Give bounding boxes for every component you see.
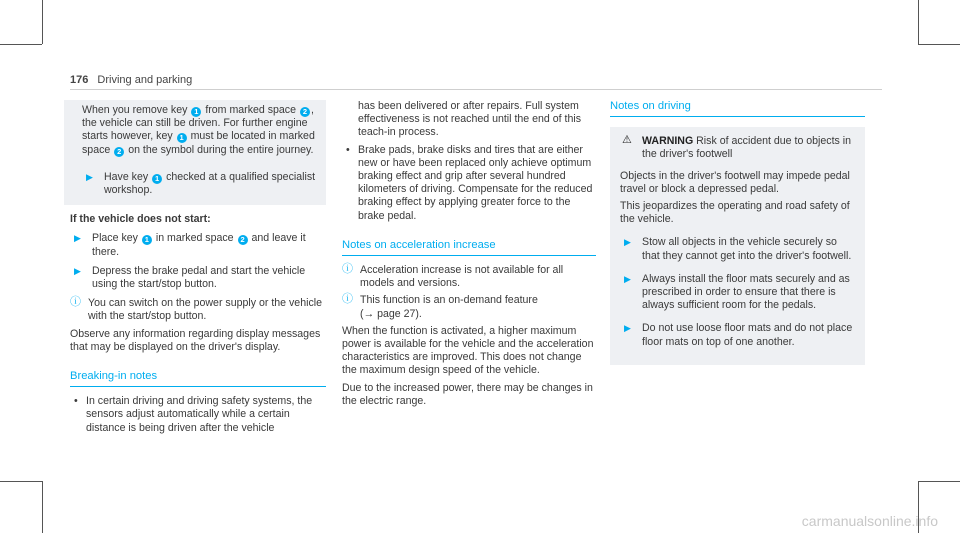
warning-box [610, 127, 865, 365]
section-heading-breaking-in: Breaking-in notes [70, 370, 326, 387]
marker-2: 2 [300, 107, 310, 117]
instruction-step: ▶ Do not use loose floor mats and do not place floor mats on top of one another. [624, 322, 853, 348]
crop-mark [42, 0, 43, 44]
warning-label: WARNING [642, 135, 694, 148]
marker-2: 2 [238, 235, 248, 245]
watermark: carmanualsonline.info [801, 513, 938, 529]
paragraph: Objects in the driver's footwell may impede pedal travel or block a depressed pedal. [620, 169, 850, 195]
instruction-step: ▶ Depress the brake pedal and start the vehicle using the start/stop button. [74, 264, 306, 291]
arrow-icon: ▶ [74, 265, 81, 276]
warning-text: Risk of accident due to objects in the driver's footwell [642, 135, 852, 161]
paragraph: When the function is activated, a higher maximum power is available for the vehicle and the acceleration characteristics are improved. This does not change the maximum design speed of the vehicle. [342, 324, 594, 377]
marker-1: 1 [191, 107, 201, 117]
section-heading-driving: Notes on driving [610, 100, 865, 117]
instruction-step: ▶ Have key 1 checked at a qualified specialist workshop. [86, 170, 316, 197]
arrow-icon: ▶ [624, 323, 631, 334]
page-header [70, 74, 192, 86]
step-block [64, 161, 326, 205]
subheading: If the vehicle does not start: [70, 213, 211, 226]
header-rule [70, 89, 882, 90]
marker-1: 1 [142, 235, 152, 245]
crop-mark [918, 481, 960, 482]
crop-mark [42, 481, 43, 533]
column-1 [70, 100, 326, 439]
crop-mark [0, 481, 42, 482]
marker-1: 1 [177, 133, 187, 143]
info-icon: ⓘ [70, 296, 81, 309]
bullet-icon: • [346, 143, 350, 156]
info-note: ⓘ Acceleration increase is not available for all models and versions. [342, 263, 564, 290]
instruction-step: ▶ Always install the floor mats securely and as prescribed in order to ensure that there is always sufficient room for the pedals. [624, 272, 850, 312]
paragraph: has been delivered or after repairs. Full system effectiveness is not reached until the end of this teach-in process. [358, 100, 582, 139]
instruction-step: ▶ Place key 1 in marked space 2 and leave it there. [74, 232, 306, 258]
section-heading-acceleration: Notes on acceleration increase [342, 239, 596, 256]
bullet-icon: • [74, 395, 78, 408]
marker-1: 1 [152, 174, 162, 184]
info-note: ⓘ This function is an on-demand feature (→ page 27). [342, 293, 538, 320]
paragraph: Due to the increased power, there may be changes in the electric range. [342, 381, 593, 407]
arrow-icon: ▶ [624, 273, 631, 284]
info-icon: ⓘ [342, 293, 353, 306]
page-reference-link[interactable]: (→ page 27). [360, 307, 422, 320]
section-title: Driving and parking [97, 74, 193, 86]
warning-icon: ⚠ [622, 134, 632, 147]
crop-mark [918, 44, 960, 45]
arrow-icon: ▶ [86, 171, 93, 182]
info-note: ⓘ You can switch on the power supply or the vehicle with the start/stop button. [70, 296, 322, 323]
column-2 [342, 100, 596, 412]
paragraph: Observe any information regarding display messages that may be displayed on the driver's display. [70, 327, 321, 353]
info-icon: ⓘ [342, 263, 353, 276]
arrow-icon: ▶ [624, 237, 631, 248]
crop-mark [0, 44, 42, 45]
marker-2: 2 [114, 147, 124, 157]
column-3 [610, 100, 865, 365]
warning-header [620, 135, 855, 161]
page-number: 176 [70, 74, 89, 86]
paragraph: This jeopardizes the operating and road safety of the vehicle. [620, 200, 850, 226]
instruction-step: ▶ Stow all objects in the vehicle securely so that they cannot get into the driver's footwell. [624, 236, 852, 262]
arrow-icon: ▶ [74, 233, 81, 244]
intro-block: When you remove key 1 from marked space 2 , the vehicle can still be driven. For further engine starts however, key 1 must be located in marked space 2 on the symbol during the entire journey. [64, 100, 326, 161]
list-item: • Brake pads, brake disks and tires that are either new or have been replaced only achieve optimum braking effect and grip after several hundred kilometers of driving. Compensate for the reduced braking effect by applying greater force to the brake pedal. [346, 143, 593, 222]
list-item: • In certain driving and driving safety systems, the sensors adjust automatically while a certain distance is being driven after the vehicle [74, 395, 313, 434]
crop-mark [918, 0, 919, 44]
